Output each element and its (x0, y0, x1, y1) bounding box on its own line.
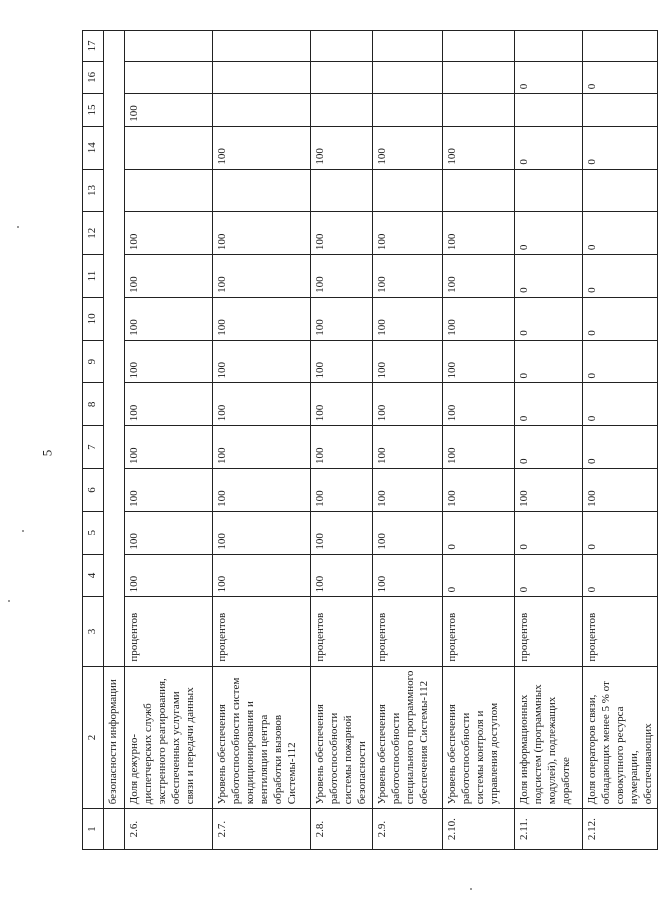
value-cell: 100 (311, 212, 373, 255)
section-label: безопасности информации (104, 666, 125, 809)
value-cell: 100 (311, 255, 373, 298)
value-cell: 0 (515, 255, 583, 298)
value-cell: 100 (311, 340, 373, 383)
value-cell: 0 (583, 340, 658, 383)
value-cell (583, 94, 658, 127)
value-cell: 0 (515, 212, 583, 255)
table-row (443, 31, 515, 850)
table-row (125, 31, 213, 850)
table-row (311, 31, 373, 850)
value-cell: 100 (373, 554, 443, 597)
col-header: 11 (83, 255, 104, 298)
value-cell (443, 94, 515, 127)
value-cell: 100 (213, 340, 311, 383)
section-cell-empty (104, 31, 125, 667)
col-header: 15 (83, 94, 104, 127)
value-cell: 100 (311, 469, 373, 512)
value-cell: 100 (373, 340, 443, 383)
value-cell: 0 (583, 126, 658, 169)
col-header: 14 (83, 126, 104, 169)
value-cell (515, 31, 583, 62)
value-cell: 100 (311, 383, 373, 426)
col-header: 16 (83, 61, 104, 94)
row-number: 2.6. (125, 809, 213, 850)
value-cell: 0 (583, 383, 658, 426)
value-cell: 100 (373, 297, 443, 340)
col-header: 1 (83, 809, 104, 850)
table-row (515, 31, 583, 850)
value-cell (373, 31, 443, 62)
indicator-name: Уровень обеспечения работоспособности систем кондиционирования и вентиляции центра обработки вызовов Системы-112 (213, 666, 311, 809)
value-cell: 100 (213, 297, 311, 340)
value-cell: 100 (125, 383, 213, 426)
value-cell: 0 (583, 61, 658, 94)
value-cell (125, 126, 213, 169)
value-cell: 100 (311, 297, 373, 340)
value-cell: 100 (213, 383, 311, 426)
value-cell (515, 169, 583, 212)
value-cell (311, 169, 373, 212)
value-cell: 100 (443, 255, 515, 298)
scan-speck (22, 530, 24, 532)
value-cell (373, 61, 443, 94)
unit-cell: процентов (583, 597, 658, 666)
value-cell: 100 (311, 126, 373, 169)
value-cell: 100 (125, 511, 213, 554)
value-cell: 100 (213, 126, 311, 169)
value-cell (311, 94, 373, 127)
indicator-name: Доля дежурно-диспетчерских служб экстренного реагирования, обеспеченных услугами связи и передачи данных (125, 666, 213, 809)
row-number: 2.11. (515, 809, 583, 850)
value-cell (213, 31, 311, 62)
value-cell: 0 (515, 383, 583, 426)
value-cell: 100 (311, 554, 373, 597)
value-cell: 100 (213, 469, 311, 512)
value-cell: 0 (515, 554, 583, 597)
value-cell (125, 31, 213, 62)
value-cell (373, 94, 443, 127)
value-cell: 100 (443, 383, 515, 426)
col-header: 12 (83, 212, 104, 255)
scan-speck (17, 226, 19, 228)
value-cell (311, 31, 373, 62)
scan-speck (8, 600, 10, 602)
value-cell: 100 (125, 297, 213, 340)
value-cell: 100 (125, 94, 213, 127)
value-cell: 100 (443, 297, 515, 340)
value-cell (373, 169, 443, 212)
header-row (83, 31, 104, 850)
table-row (373, 31, 443, 850)
indicator-name: Доля операторов связи, обладающих менее 5 % от совокупного ресурса нумерации, обеспечивающих (583, 666, 658, 809)
value-cell: 100 (125, 469, 213, 512)
unit-cell: процентов (125, 597, 213, 666)
value-cell: 100 (515, 469, 583, 512)
value-cell (125, 169, 213, 212)
table-row (583, 31, 658, 850)
value-cell: 0 (583, 297, 658, 340)
col-header: 7 (83, 426, 104, 469)
value-cell (213, 169, 311, 212)
value-cell: 0 (515, 340, 583, 383)
value-cell: 100 (373, 212, 443, 255)
unit-cell: процентов (515, 597, 583, 666)
value-cell (443, 61, 515, 94)
unit-cell: процентов (311, 597, 373, 666)
value-cell: 100 (125, 255, 213, 298)
col-header: 8 (83, 383, 104, 426)
value-cell: 100 (373, 255, 443, 298)
indicators-table (82, 30, 658, 850)
indicator-name: Уровень обеспечения работоспособности системы пожарной безопасности (311, 666, 373, 809)
row-number: 2.12. (583, 809, 658, 850)
col-header: 4 (83, 554, 104, 597)
value-cell: 0 (515, 426, 583, 469)
unit-cell: процентов (443, 597, 515, 666)
col-header: 9 (83, 340, 104, 383)
value-cell: 0 (443, 554, 515, 597)
value-cell (515, 94, 583, 127)
value-cell: 0 (515, 297, 583, 340)
section-row (104, 31, 125, 850)
value-cell: 0 (515, 61, 583, 94)
value-cell: 100 (125, 212, 213, 255)
value-cell: 100 (443, 126, 515, 169)
value-cell: 100 (213, 212, 311, 255)
value-cell (311, 61, 373, 94)
value-cell (443, 31, 515, 62)
section-cell-empty (104, 809, 125, 850)
value-cell: 100 (443, 212, 515, 255)
col-header: 6 (83, 469, 104, 512)
value-cell: 100 (443, 340, 515, 383)
value-cell: 100 (213, 554, 311, 597)
page-number: 5 (39, 449, 55, 457)
value-cell: 0 (515, 126, 583, 169)
value-cell (213, 94, 311, 127)
col-header: 10 (83, 297, 104, 340)
value-cell: 100 (213, 255, 311, 298)
col-header: 13 (83, 169, 104, 212)
value-cell: 100 (443, 426, 515, 469)
row-number: 2.7. (213, 809, 311, 850)
value-cell: 100 (311, 511, 373, 554)
row-number: 2.10. (443, 809, 515, 850)
col-header: 5 (83, 511, 104, 554)
value-cell (125, 61, 213, 94)
value-cell: 100 (373, 126, 443, 169)
value-cell: 100 (373, 511, 443, 554)
scan-speck (470, 888, 472, 890)
value-cell: 0 (583, 255, 658, 298)
value-cell: 100 (213, 511, 311, 554)
col-header: 17 (83, 31, 104, 62)
value-cell: 100 (373, 426, 443, 469)
value-cell: 100 (373, 383, 443, 426)
col-header: 3 (83, 597, 104, 666)
indicator-name: Доля информационных подсистем (программных модулей), подлежащих доработке (515, 666, 583, 809)
value-cell: 0 (443, 511, 515, 554)
value-cell (583, 169, 658, 212)
unit-cell: процентов (373, 597, 443, 666)
value-cell (213, 61, 311, 94)
value-cell: 100 (125, 340, 213, 383)
indicator-name: Уровень обеспечения работоспособности системы контроля и управления доступом (443, 666, 515, 809)
value-cell: 0 (515, 511, 583, 554)
value-cell: 100 (125, 426, 213, 469)
value-cell: 100 (125, 554, 213, 597)
value-cell: 100 (583, 469, 658, 512)
value-cell: 100 (443, 469, 515, 512)
unit-cell: процентов (213, 597, 311, 666)
value-cell: 0 (583, 212, 658, 255)
value-cell (443, 169, 515, 212)
value-cell: 100 (373, 469, 443, 512)
value-cell: 100 (213, 426, 311, 469)
col-header: 2 (83, 666, 104, 809)
indicator-name: Уровень обеспечения работоспособности специального программного обеспечения Системы-112 (373, 666, 443, 809)
rotated-table-area (82, 30, 654, 850)
row-number: 2.9. (373, 809, 443, 850)
value-cell: 0 (583, 426, 658, 469)
value-cell: 100 (311, 426, 373, 469)
value-cell (583, 31, 658, 62)
row-number: 2.8. (311, 809, 373, 850)
value-cell: 0 (583, 554, 658, 597)
value-cell: 0 (583, 511, 658, 554)
table-row (213, 31, 311, 850)
